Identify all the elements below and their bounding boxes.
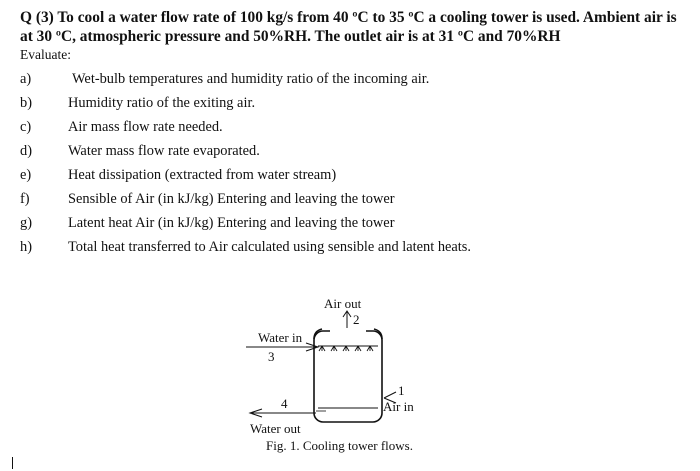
figure-caption: Fig. 1. Cooling tower flows. — [266, 438, 413, 453]
task-letter: b) — [20, 95, 32, 111]
task-letter: c) — [20, 119, 32, 135]
task-letter: h) — [20, 239, 32, 255]
task-text: Total heat transferred to Air calculated using sensible and latent heats. — [68, 239, 471, 255]
task-text: Water mass flow rate evaporated. — [68, 143, 260, 159]
air-out-label: Air out — [324, 296, 362, 311]
task-text: Latent heat Air (in kJ/kg) Entering and leaving the tower — [68, 215, 395, 231]
task-letter: e) — [20, 167, 32, 183]
water-out-label: Water out — [250, 421, 301, 436]
task-text: Heat dissipation (extracted from water stream) — [68, 167, 337, 183]
evaluate-label: Evaluate: — [20, 47, 71, 62]
water-in-label: Water in — [258, 330, 303, 345]
state-3-label: 3 — [268, 349, 275, 364]
air-out-arrow — [343, 311, 351, 328]
task-text: Humidity ratio of the exiting air. — [68, 95, 256, 111]
task-letter: f) — [20, 191, 30, 207]
spray-nozzles — [318, 346, 378, 351]
text-cursor — [12, 457, 13, 469]
task-letter: d) — [20, 143, 32, 159]
state-2-label: 2 — [353, 312, 360, 327]
air-in-label: Air in — [383, 399, 414, 414]
task-text: Wet-bulb temperatures and humidity ratio of the incoming air. — [72, 71, 430, 87]
task-letter: g) — [20, 215, 32, 231]
question-text: Q (3) To cool a water flow rate of 100 kg/s from 40 ºC to 35 ºC a cooling tower is used. Ambient air is at 30 ºC, atmospheric pressure and 50%RH. The outlet air is at 31 ºC and 70%RH — [20, 9, 677, 45]
state-4-label: 4 — [281, 396, 288, 411]
task-text: Sensible of Air (in kJ/kg) Entering and leaving the tower — [68, 191, 395, 207]
state-1-label: 1 — [398, 383, 405, 398]
task-letter: a) — [20, 71, 32, 87]
task-text: Air mass flow rate needed. — [68, 119, 223, 135]
